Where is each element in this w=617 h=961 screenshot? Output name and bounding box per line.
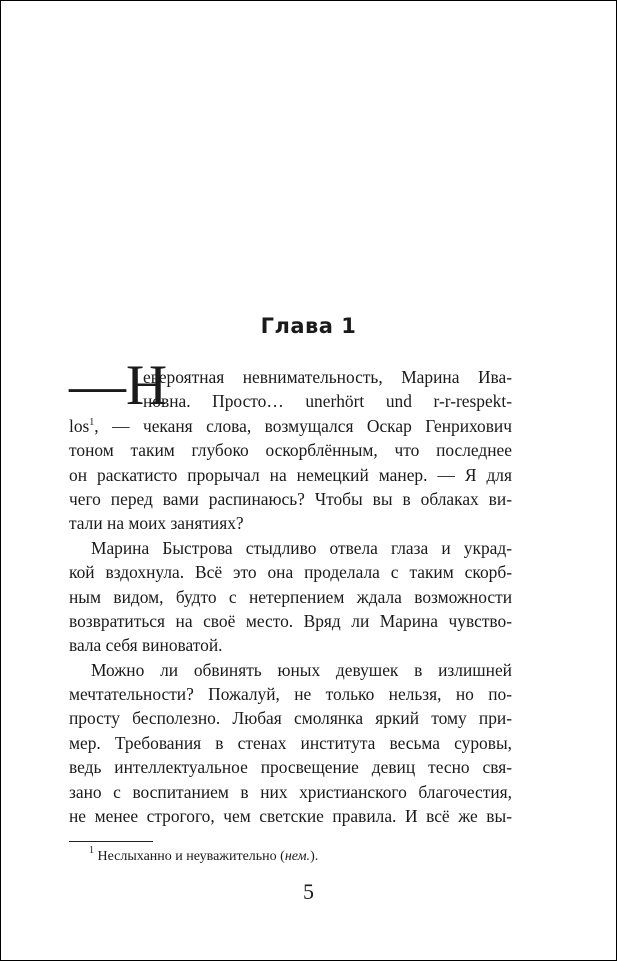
paragraph-2-line-2: кой вздохнула. Всё это она проделала с таким скорб- [69,562,512,583]
footnote-divider [69,841,153,842]
page-number: 5 [303,879,314,904]
footnote-reference: 1 [89,416,95,428]
paragraph-3-line-3: просту бесполезно. Любая смолянка яркий тому при- [69,708,512,729]
paragraph-1-line-6: чего перед вами распинаюсь? Чтобы вы в облаках ви- [69,488,512,509]
paragraph-3-line-7: не менее строгого, чем светские правила. И всё же вы- [69,806,512,827]
drop-cap: —Н [69,354,168,417]
paragraph-3-line-2: мечтательности? Пожалуй, не только нельзя, но по- [69,684,512,705]
paragraph-2-line-4: возвратиться на своё место. Вряд ли Марина чувство- [69,610,512,631]
chapter-title: Глава 1 [260,314,357,338]
paragraph-2-line-5: вала себя виноватой. [69,635,223,656]
paragraph-3-line-1: Можно ли обвинять юных девушек в излишней [91,659,512,680]
paragraph-3-line-5: ведь интеллектуальное просвещение девиц тесно свя- [69,757,512,778]
footnote-text: Неслыханно и неуважительно ( [97,849,285,864]
body-text [69,354,512,828]
paragraph-2-line-3: ным видом, будто с нетерпением ждала возможности [69,586,512,607]
text-fragment: los [69,415,90,436]
paragraph-3-line-6: зано с воспитанием в них христианского благочестия, [69,781,512,802]
text-fragment: , — чеканя слова, возмущался Оскар Генрихович [94,415,512,436]
footnote [89,845,319,866]
paragraph-1-line-2: новна. Просто… unerhört und r-r-respekt- [143,391,512,412]
paragraph-1-line-5: он раскатисто прорычал на немецкий манер. — Я для [69,464,512,485]
paragraph-2-line-1: Марина Быстрова стыдливо отвела глаза и украд- [91,537,512,558]
footnote-close: ). [310,849,319,864]
paragraph-1-line-4: тоном таким глубоко оскорблённым, что последнее [69,440,512,461]
footnote-italic: нем. [284,849,311,864]
footnote-marker: 1 [89,845,94,856]
text-line: евероятная невнимательность, Марина Ива- [143,367,512,387]
paragraph-1-line-3 [69,414,512,438]
paragraph-1-line-7: тали на моих занятиях? [69,513,244,534]
paragraph-3-line-4: мер. Требования в стенах института весьма суровы, [69,732,512,753]
